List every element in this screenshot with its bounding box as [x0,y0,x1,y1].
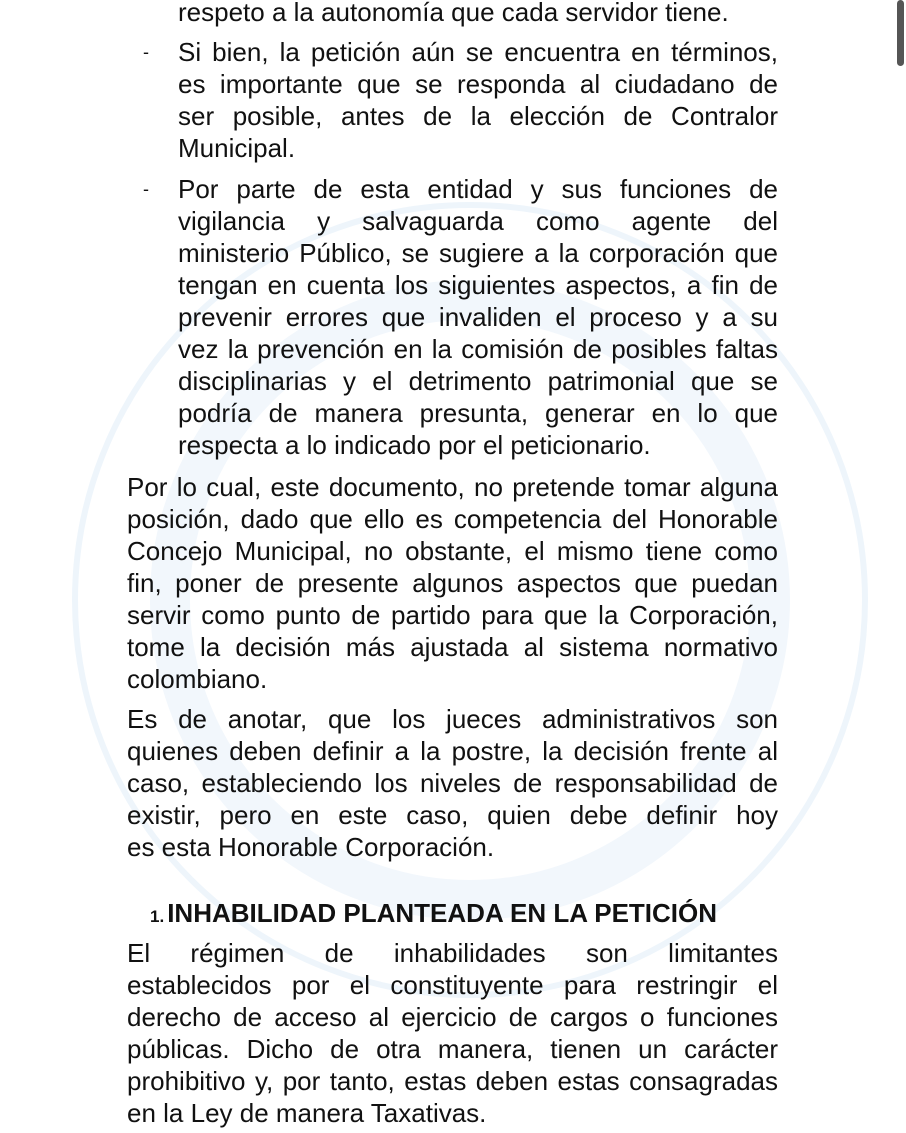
text-line: Si bien, la petición aún se encuentra en términos, [178,37,778,67]
text-line: Municipal. [178,133,296,163]
text-line: en la Ley de manera Taxativas. [127,1098,487,1128]
text-line: Concejo Municipal, no obstante, el mismo tiene como [127,536,778,566]
text-line: ministerio Público, se sugiere a la corporación que [178,238,778,268]
text-line: quienes deben definir a la postre, la decisión frente al [127,736,778,766]
text-line: posición, dado que ello es competencia del Honorable [127,504,778,534]
text-line: vigilancia y salvaguarda como agente del [178,206,778,236]
text-line: prevenir errores que invaliden el proceso y a su [178,302,778,332]
paragraph [127,703,778,863]
text-line: es esta Honorable Corporación. [127,832,495,862]
text-line: respeto a la autonomía que cada servidor tiene. [178,0,729,27]
scrollbar-thumb[interactable] [897,0,904,66]
paragraph [127,471,778,695]
text-line: establecidos por el constituyente para restringir el [127,970,778,1000]
text-line: respecta a lo indicado por el peticionario. [178,430,651,460]
text-line: tengan en cuenta los siguientes aspectos, a fin de [178,270,778,300]
list-item [178,36,778,164]
text-line: Es de anotar, que los jueces administrativos son [127,704,778,734]
bullet-marker: - [143,179,149,199]
section-title: INHABILIDAD PLANTEADA EN LA PETICIÓN [167,898,718,928]
text-line: ser posible, antes de la elección de Contralor [178,101,778,131]
text-line: públicas. Dicho de otra manera, tienen un carácter [127,1034,778,1064]
text-line: tome la decisión más ajustada al sistema normativo [127,632,778,662]
list-item [178,0,778,28]
section-heading [150,897,717,933]
section-number: 1. [150,907,165,926]
text-line: es importante que se responda al ciudadano de [178,69,778,99]
text-line: servir como punto de partido para que la Corporación, [127,600,778,630]
text-line: vez la prevención en la comisión de posibles faltas [178,334,778,364]
text-line: colombiano. [127,664,268,694]
text-line: disciplinarias y el detrimento patrimonial que se [178,366,778,396]
text-line: Por lo cual, este documento, no pretende tomar alguna [127,472,778,502]
text-line: fin, poner de presente algunos aspectos que puedan [127,568,778,598]
bullet-marker: - [143,42,149,62]
text-line: podría de manera presunta, generar en lo que [178,398,778,428]
text-line: prohibitivo y, por tanto, estas deben estas consagradas [127,1066,778,1096]
text-line: derecho de acceso al ejercicio de cargos o funciones [127,1002,778,1032]
text-line: caso, estableciendo los niveles de responsabilidad de [127,768,778,798]
text-line: El régimen de inhabilidades son limitantes [127,938,778,968]
list-item [178,173,778,461]
paragraph [127,937,778,1129]
text-line: Por parte de esta entidad y sus funciones de [178,174,778,204]
text-line: existir, pero en este caso, quien debe definir hoy [127,800,778,830]
